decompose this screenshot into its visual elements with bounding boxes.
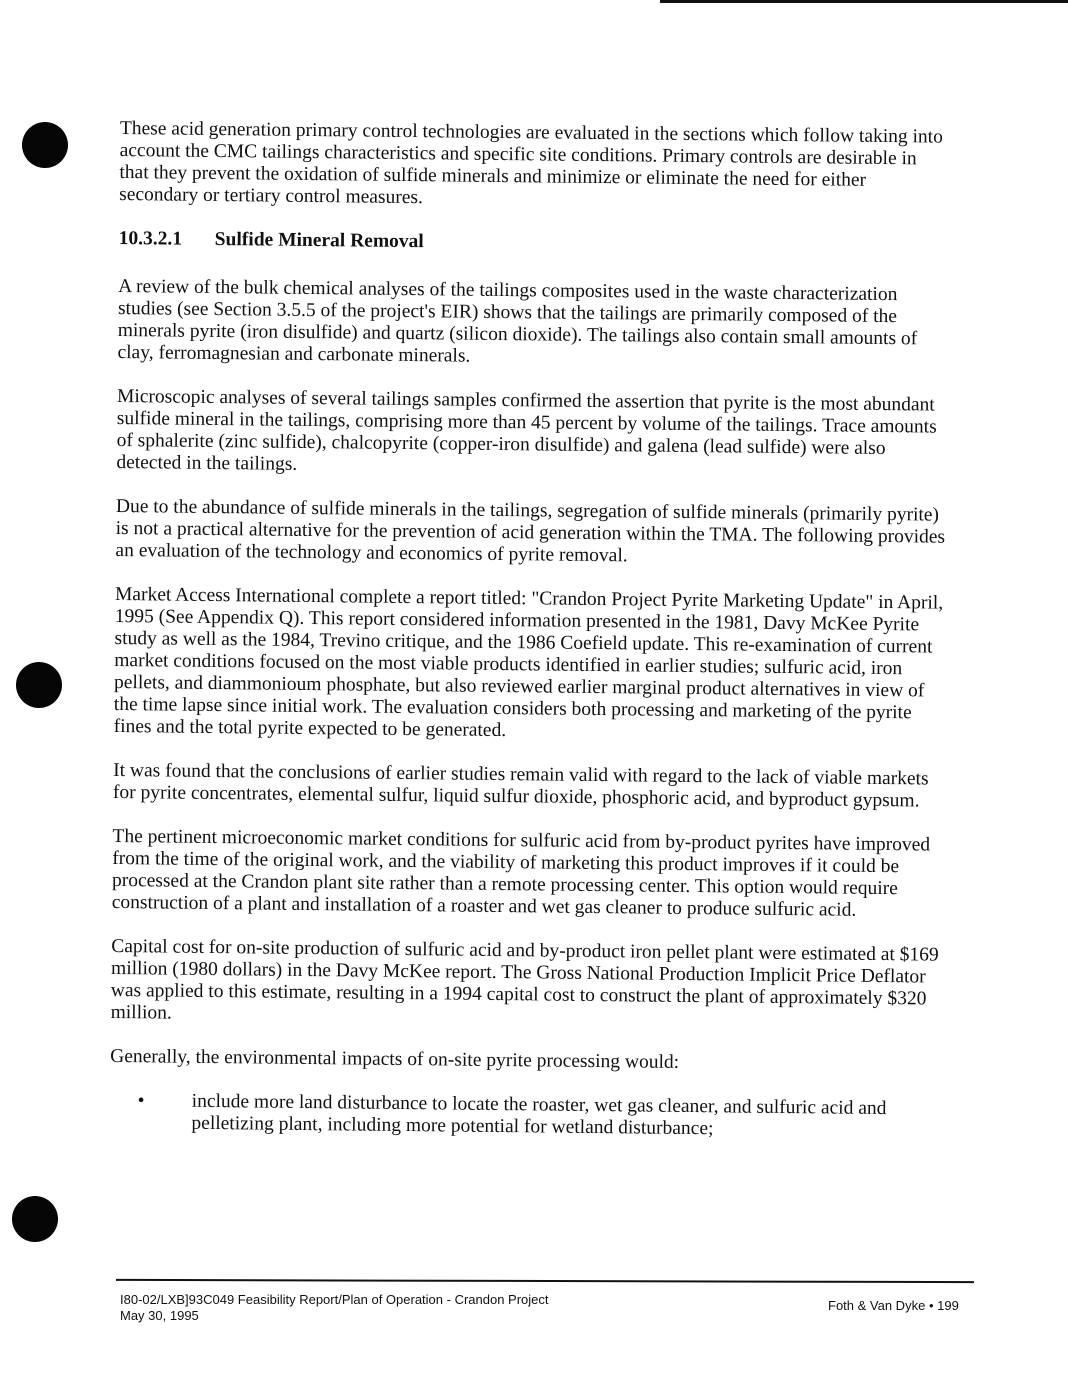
paragraph-microscopic-analyses: Microscopic analyses of several tailings samples confirmed the assertion that pyrite is the most abundant sulfide mineral in the tailings, comprising more than 45 percent by volume of the tailings. Trace amounts of sphalerite (zinc sulfide), chalcopyrite (copper-iron disulfide) and galena (lead sulfide) were also detected in the tailings. [116,385,937,475]
footer-right [828,1298,959,1313]
paragraph-bulk-analyses: A review of the bulk chemical analyses of the tailings composites used in the waste characterization studies (see Section 3.5.5 of the project's EIR) shows that the tailings are primarily composed of the minerals pyrite (iron disulfide) and quartz (silicon dioxide). The tailings also contain small amounts of clay, ferromagnesian and carbonate minerals. [117,275,918,367]
binder-hole-middle [16,662,62,708]
footer-separator: • [928,1298,934,1313]
section-number: 10.3.2.1 [118,227,183,250]
intro-paragraph: These acid generation primary control technologies are evaluated in the sections which follow taking into account the CMC tailings characteristics and specific site conditions. Primary controls are desirable in that they prevent the oxidation of sulfide minerals and minimize or eliminate the need for either secondary or tertiary control measures. [119,118,944,209]
footer-date: May 30, 1995 [120,1308,199,1323]
section-heading [119,228,949,259]
paragraph-earlier-conclusions: It was found that the conclusions of earlier studies remain valid with regard to the lack of viable markets for pyrite concentrates, elemental sulfur, liquid sulfur dioxide, phosphoric acid, and byproduct gypsum. [112,759,929,812]
binder-hole-top [22,122,68,168]
paragraph-capital-cost: Capital cost for on-site production of sulfuric acid and by-product iron pellet plant were estimated at $169 million (1980 dollars) in the Davy McKee report. The Gross National Production Implicit Price Deflator was applied to this estimate, resulting in a 1994 capital cost to construct the plant of approximately $320 million. [110,935,939,1024]
page-number: 199 [937,1298,959,1313]
paragraph-microeconomic-conditions: The pertinent microeconomic market conditions for sulfuric acid from by-product pyrites have improved from the time of the original work, and the viability of marketing this product improves if it could be processed at the Crandon plant site rather than a remote processing center. This option would require construction of a plant and installation of a roaster and wet gas cleaner to produce sulfuric acid. [111,825,931,921]
footer-firm: Foth & Van Dyke [828,1298,926,1313]
paragraph-environmental-impacts: Generally, the environmental impacts of on-site pyrite processing would: [110,1045,680,1073]
footer-doc-ref: I80-02/LXB]93C049 Feasibility Report/Plan of Operation - Crandon Project [120,1292,549,1307]
footer-left [120,1292,549,1324]
top-edge-rule [660,0,1068,3]
bullet-text: include more land disturbance to locate the roaster, wet gas cleaner, and sulfuric acid and pelletizing plant, including more potential for wetland disturbance; [191,1090,887,1140]
footer-rule [116,1279,974,1283]
section-title: Sulfide Mineral Removal [214,228,424,253]
binder-hole-bottom [12,1196,58,1242]
paragraph-market-access-report: Market Access International complete a report titled: "Crandon Project Pyrite Marketing Update" in April, 1995 (See Appendix Q). This report considered information presented in the 1981, Davy McKee Pyrite study as well as the 1984, Trevino critique, and the 1986 Coefield update. This re-examination of current market conditions focused on the most viable products identified in earlier studies; sulfuric acid, iron pellets, and diammonioum phosphate, but also reviewed earlier marginal product alternatives in view of the time lapse since initial work. The evaluation considers both processing and marketing of the pyrite fines and the total pyrite expected to be generated. [113,583,944,742]
bullet-icon: • [137,1090,145,1112]
paragraph-sulfide-abundance: Due to the abundance of sulfide minerals in the tailings, segregation of sulfide minerals (primarily pyrite) is not a practical alternative for the prevention of acid generation within the TMA. The following provides an evaluation of the technology and economics of pyrite removal. [115,495,946,567]
list-item [109,1090,939,1143]
page-body [109,118,950,1143]
